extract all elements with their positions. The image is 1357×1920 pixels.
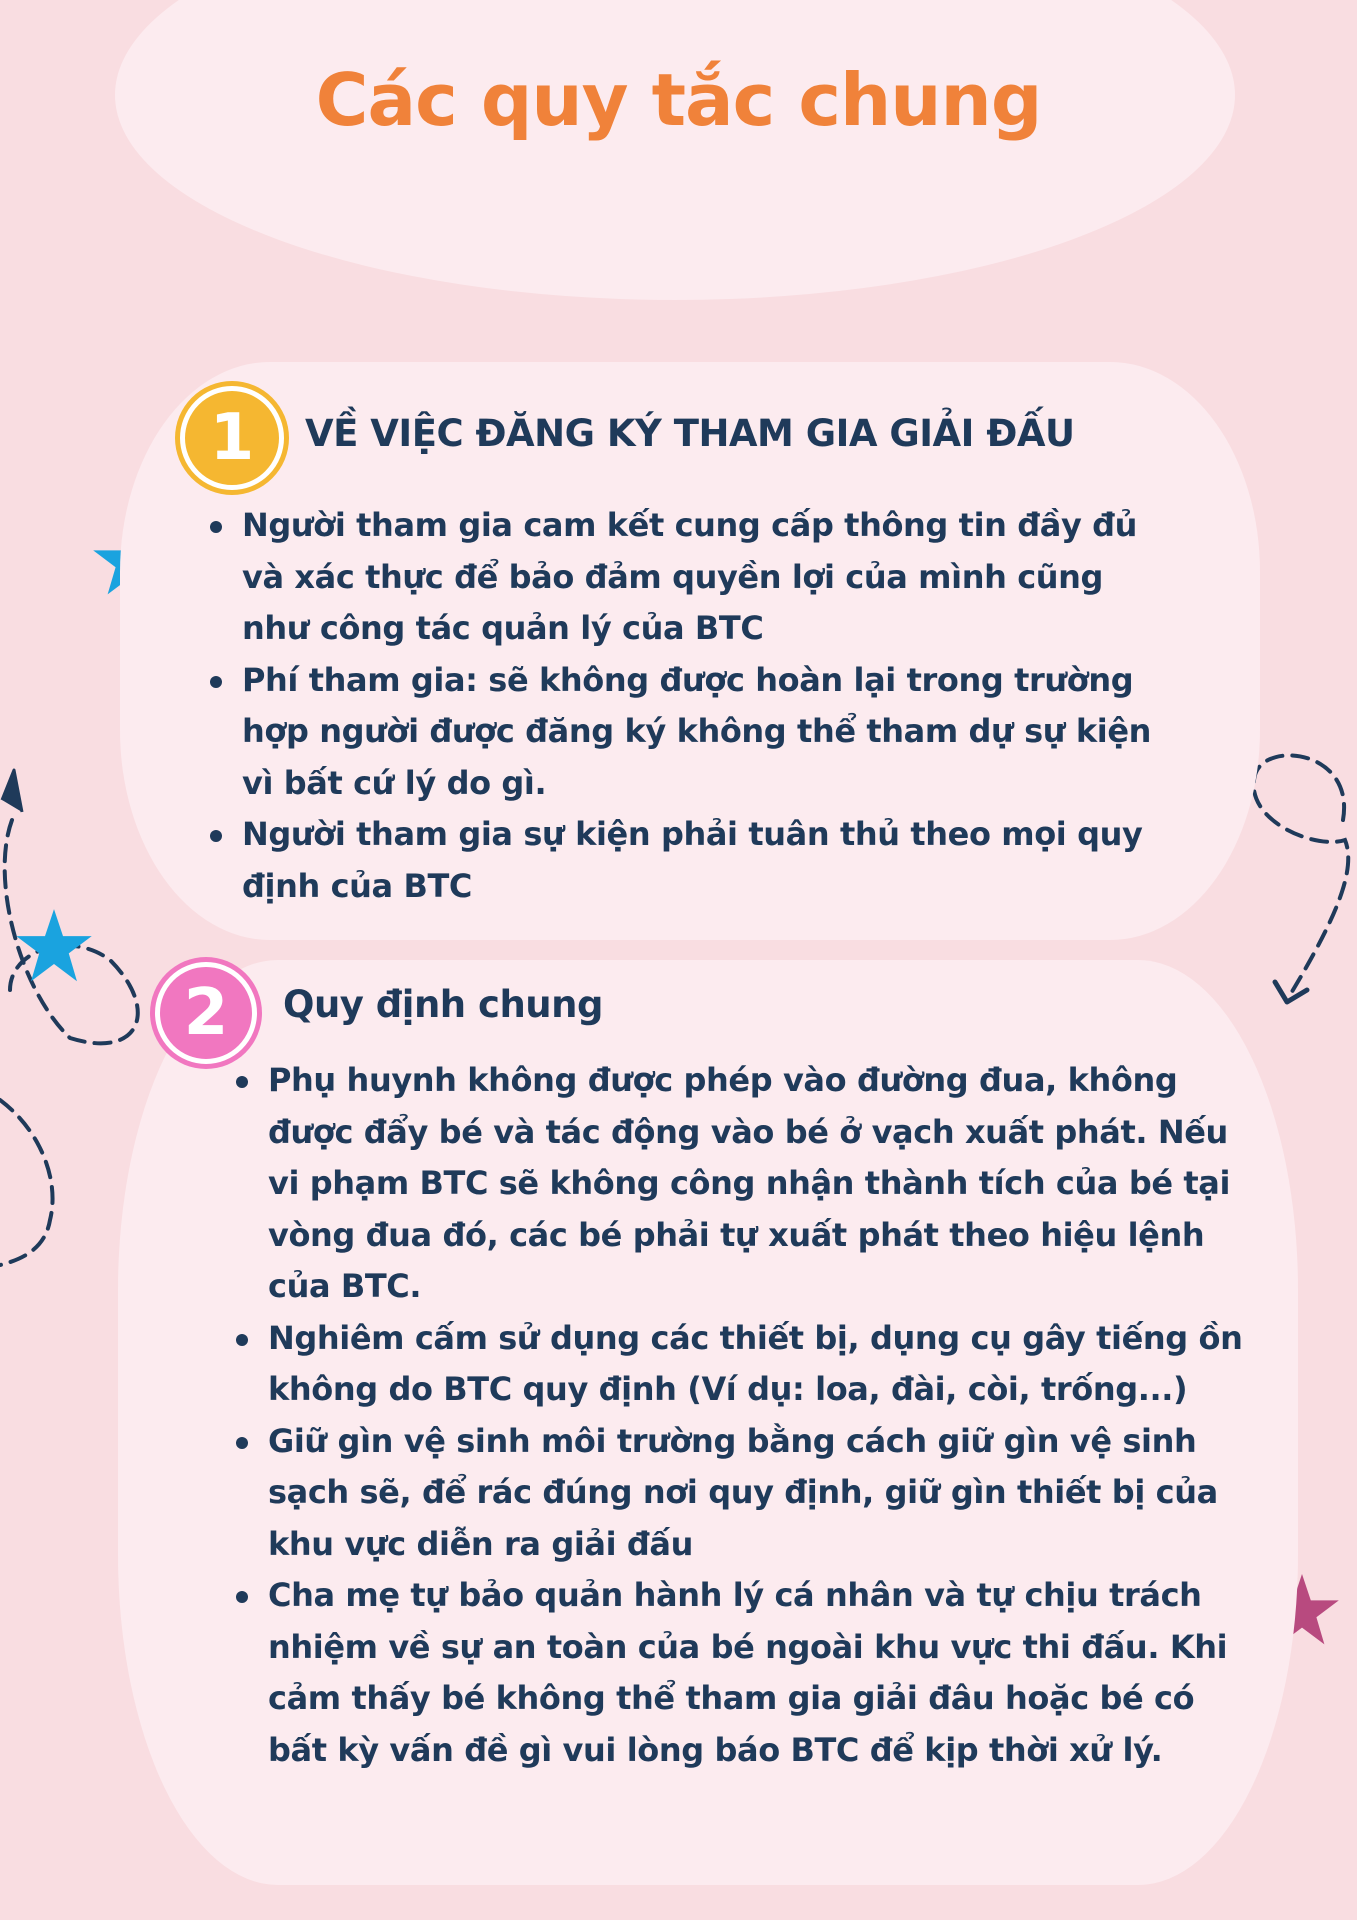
list-item: Nghiêm cấm sử dụng các thiết bị, dụng cụ gây tiếng ồn không do BTC quy định (Ví dụ: loa, đài, còi, trống...) <box>236 1313 1261 1416</box>
page-title: Các quy tắc chung <box>315 58 1042 142</box>
title-ellipse <box>115 0 1235 300</box>
list-item: Phụ huynh không được phép vào đường đua, không được đẩy bé và tác động vào bé ở vạch xuất phát. Nếu vi phạm BTC sẽ không công nhận thành tích của bé tại vòng đua đó, các bé phải tự xuất phát theo hiệu lệnh của BTC. <box>236 1055 1261 1313</box>
section-heading: VỀ VIỆC ĐĂNG KÝ THAM GIA GIẢI ĐẤU <box>305 412 1075 455</box>
section-heading: Quy định chung <box>283 983 603 1026</box>
section-number-badge: 1 <box>180 386 284 490</box>
list-item: Cha mẹ tự bảo quản hành lý cá nhân và tự chịu trách nhiệm về sự an toàn của bé ngoài khu vực thi đấu. Khi cảm thấy bé không thể tham gia giải đâu hoặc bé có bất kỳ vấn đề gì vui lòng báo BTC để kịp thời xử lý. <box>236 1570 1261 1776</box>
rules-list <box>210 500 1170 912</box>
star-icon <box>13 905 95 987</box>
list-item: Người tham gia sự kiện phải tuân thủ theo mọi quy định của BTC <box>210 809 1170 912</box>
list-item: Người tham gia cam kết cung cấp thông tin đầy đủ và xác thực để bảo đảm quyền lợi của mình cũng như công tác quản lý của BTC <box>210 500 1170 655</box>
list-item: Phí tham gia: sẽ không được hoàn lại trong trường hợp người được đăng ký không thể tham dự sự kiện vì bất cứ lý do gì. <box>210 655 1170 810</box>
rules-list <box>236 1055 1261 1776</box>
list-item: Giữ gìn vệ sinh môi trường bằng cách giữ gìn vệ sinh sạch sẽ, để rác đúng nơi quy định, giữ gìn thiết bị của khu vực diễn ra giải đấu <box>236 1416 1261 1571</box>
section-number-badge: 2 <box>155 962 257 1064</box>
